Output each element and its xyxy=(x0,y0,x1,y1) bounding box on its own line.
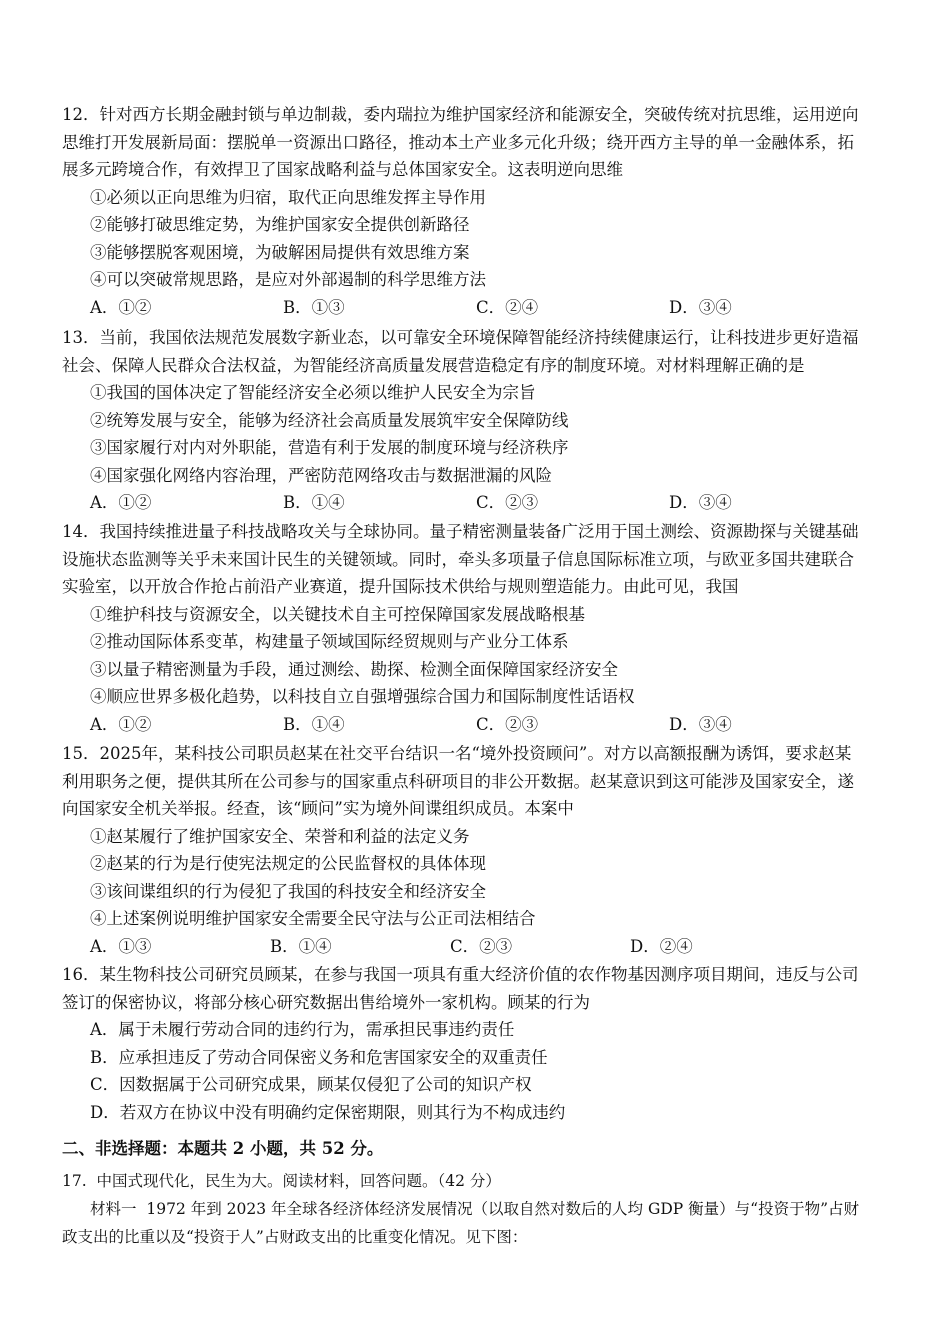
option-3: ③国家履行对内对外职能，营造有利于发展的制度环境与经济秩序 xyxy=(90,438,569,457)
choice-a: A．属于未履行劳动合同的违约行为，需承担民事违约责任 xyxy=(90,1020,515,1039)
choice-c: C．因数据属于公司研究成果，顾某仅侵犯了公司的知识产权 xyxy=(90,1075,532,1094)
choice-a: A．①③ xyxy=(90,936,152,956)
question-number: 17. xyxy=(62,1172,87,1190)
option-1: ①我国的国体决定了智能经济安全必须以维护人民安全为宗旨 xyxy=(90,383,536,402)
question-number: 13． xyxy=(62,328,100,347)
question-15-stem-block xyxy=(62,740,862,823)
choice-a: A．①② xyxy=(90,493,152,512)
option-4: ④可以突破常规思路，是应对外部遏制的科学思维方法 xyxy=(90,270,486,289)
option-1: ①维护科技与资源安全，以关键技术自主可控保障国家发展战略根基 xyxy=(90,604,585,624)
question-stem: 针对西方长期金融封锁与单边制裁，委内瑞拉为维护国家经济和能源安全，突破传统对抗思维，运用逆向思维打开发展新局面：摆脱单一资源出口路径，推动本土产业多元化升级；绕开西方主导的单一金融体系，拓展多元跨境合作，有效捍卫了国家战略利益与总体国家安全。这表明逆向思维 xyxy=(62,105,859,179)
material-label: 材料一 xyxy=(90,1200,137,1218)
option-2: ②赵某的行为是行使宪法规定的公民监督权的具体体现 xyxy=(90,854,486,873)
question-16 xyxy=(62,961,862,1126)
option-2: ②能够打破思维定势，为维护国家安全提供创新路径 xyxy=(90,215,470,234)
question-14-stem-block xyxy=(62,518,862,601)
question-number: 16． xyxy=(62,965,100,984)
question-14 xyxy=(62,518,862,738)
choice-b: B．应承担违反了劳动合同保密义务和危害国家安全的双重责任 xyxy=(90,1047,548,1067)
option-3: ③能够摆脱客观困境，为破解困局提供有效思维方案 xyxy=(90,242,470,262)
choice-c: C．②③ xyxy=(450,936,513,956)
choice-d: D．②④ xyxy=(630,936,693,956)
question-stem: 2025年，某科技公司职员赵某在社交平台结识一名“境外投资顾问”。对方以高额报酬为诱饵，要求赵某利用职务之便，提供其所在公司参与的国家重点科研项目的非公开数据。赵某意识到这可能涉及国家安全，遂向国家安全机关举报。经查，该“顾问”实为境外间谍组织成员。本案中 xyxy=(62,744,854,818)
choice-d: D．若双方在协议中没有明确约定保密期限，则其行为不构成违约 xyxy=(90,1102,566,1122)
question-stem: 我国持续推进量子科技战略攻关与全球协同。量子精密测量装备广泛用于国土测绘、资源勘探与关键基础设施状态监测等关乎未来国计民生的关键领域。同时，牵头多项量子信息国际标准立项，与欧亚多国共建联合实验室，以开放合作抢占前沿产业赛道，提升国际技术供给与规则塑造能力。由此可见，我国 xyxy=(62,522,859,596)
choice-b: B．①③ xyxy=(283,297,345,317)
material-text: 1972 年到 2023 年全球各经济体经济发展情况（以取自然对数后的人均 GDP 衡量）与“投资于物”占财政支出的比重以及“投资于人”占财政支出的比重变化情况。见下图： xyxy=(62,1200,859,1246)
question-17 xyxy=(62,1167,862,1251)
section-heading: 二、非选择题：本题共 2 小题，共 52 分。 xyxy=(62,1139,384,1158)
question-12 xyxy=(62,101,862,321)
choice-b: B．①④ xyxy=(270,936,332,956)
answer-choices xyxy=(62,294,862,322)
choice-d: D．③④ xyxy=(669,493,732,512)
choice-c: C．②④ xyxy=(476,297,539,317)
choice-c: C．②③ xyxy=(476,714,539,734)
question-number: 15． xyxy=(62,744,100,763)
choice-a: A．①② xyxy=(90,714,152,734)
option-1: ①赵某履行了维护国家安全、荣誉和利益的法定义务 xyxy=(90,826,470,846)
question-number: 14． xyxy=(62,522,100,541)
choice-b: B．①④ xyxy=(283,493,345,512)
choice-d: D．③④ xyxy=(669,297,732,317)
option-4: ④上述案例说明维护国家安全需要全民守法与公正司法相结合 xyxy=(90,909,536,928)
option-4: ④顺应世界多极化趋势，以科技自立自强增强综合国力和国际制度性话语权 xyxy=(90,687,635,706)
answer-choices xyxy=(62,489,862,517)
question-12-stem-block xyxy=(62,101,862,184)
option-1: ①必须以正向思维为归宿，取代正向思维发挥主导作用 xyxy=(90,187,486,207)
option-2: ②统筹发展与安全，能够为经济社会高质量发展筑牢安全保障防线 xyxy=(90,410,569,430)
question-stem: 某生物科技公司研究员顾某，在参与我国一项具有重大经济价值的农作物基因测序项目期间，违反与公司签订的保密协议，将部分核心研究数据出售给境外一家机构。顾某的行为 xyxy=(62,965,859,1012)
option-3: ③该间谍组织的行为侵犯了我国的科技安全和经济安全 xyxy=(90,881,486,901)
question-number: 12． xyxy=(62,105,100,124)
question-15 xyxy=(62,740,862,960)
choice-a: A．①② xyxy=(90,297,152,317)
option-2: ②推动国际体系变革，构建量子领域国际经贸规则与产业分工体系 xyxy=(90,632,569,651)
question-17-intro xyxy=(62,1167,862,1195)
choice-b: B．①④ xyxy=(283,714,345,734)
answer-choices xyxy=(62,933,862,961)
choice-d: D．③④ xyxy=(669,714,732,734)
option-3: ③以量子精密测量为手段，通过测绘、勘探、检测全面保障国家经济安全 xyxy=(90,659,618,679)
choice-c: C．②③ xyxy=(476,493,539,512)
answer-choices xyxy=(62,711,862,739)
question-stem: 当前，我国依法规范发展数字新业态，以可靠安全环境保障智能经济持续健康运行，让科技进步更好造福社会、保障人民群众合法权益，为智能经济高质量发展营造稳定有序的制度环境。对材料理解正确的是 xyxy=(62,328,859,375)
material-one xyxy=(62,1195,862,1251)
option-4: ④国家强化网络内容治理，严密防范网络攻击与数据泄漏的风险 xyxy=(90,465,552,485)
question-intro: 中国式现代化，民生为大。阅读材料，回答问题。（42 分） xyxy=(96,1172,501,1190)
question-13-stem-block xyxy=(62,324,862,379)
question-16-stem-block xyxy=(62,961,862,1016)
question-13 xyxy=(62,324,862,517)
